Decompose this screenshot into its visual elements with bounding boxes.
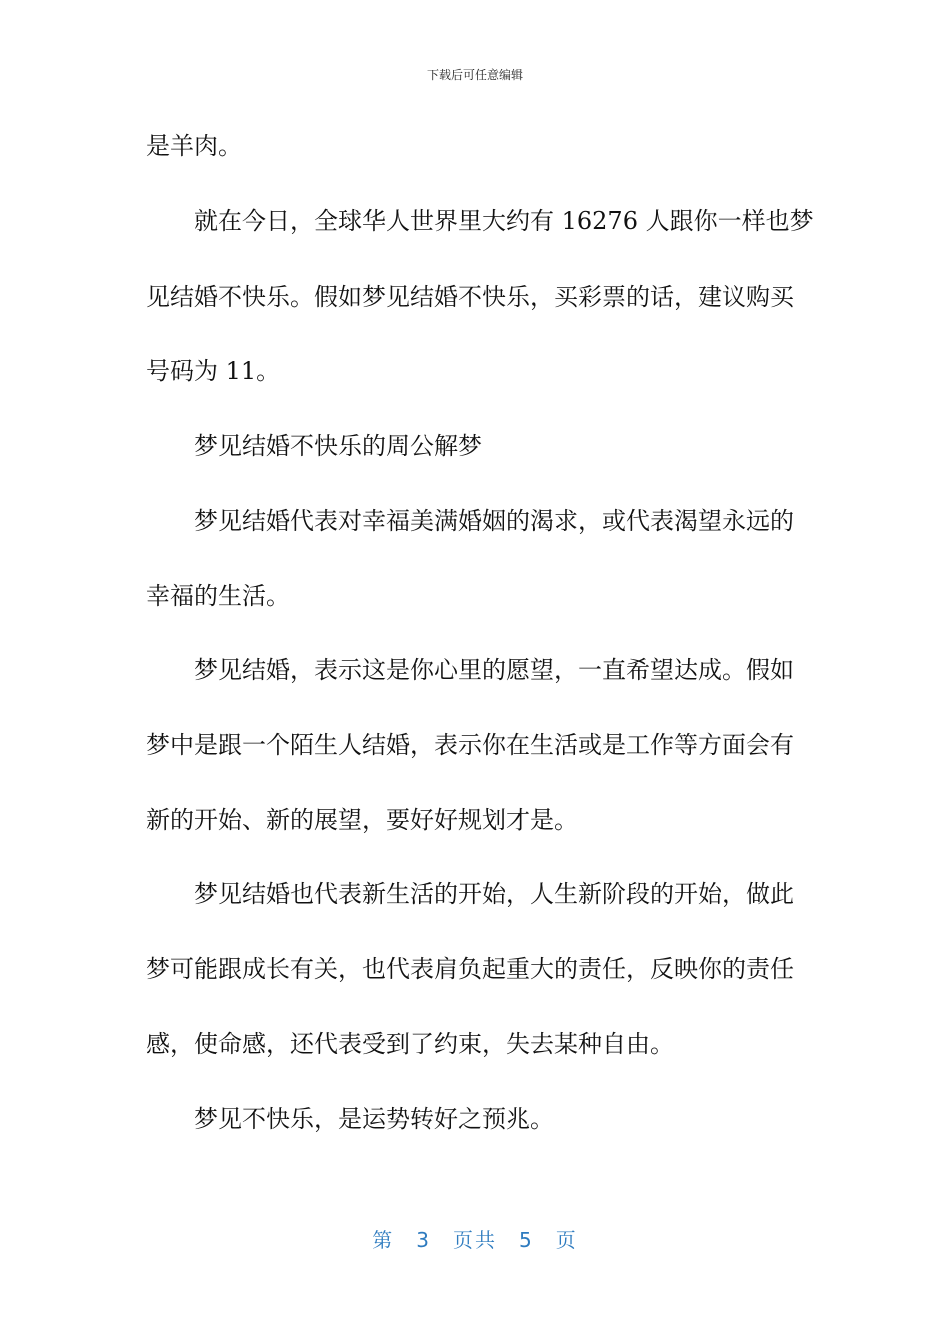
body-line: 就在今日，全球华人世界里大约有 16276 人跟你一样也梦 — [194, 207, 814, 235]
body-line: 梦见结婚也代表新生活的开始，人生新阶段的开始，做此 — [194, 880, 794, 908]
body-line: 梦中是跟一个陌生人结婚，表示你在生活或是工作等方面会有 — [146, 731, 794, 759]
body-line: 见结婚不快乐。假如梦见结婚不快乐，买彩票的话，建议购买 — [146, 283, 794, 311]
body-line: 感，使命感，还代表受到了约束，失去某种自由。 — [146, 1030, 674, 1058]
body-line: 梦见不快乐，是运势转好之预兆。 — [194, 1105, 554, 1133]
total-pages-number: 5 — [519, 1228, 534, 1252]
page-header-note: 下载后可任意编辑 — [426, 68, 523, 82]
footer-prefix: 第 — [372, 1228, 395, 1252]
body-line: 新的开始、新的展望，要好好规划才是。 — [146, 806, 578, 834]
body-line: 梦见结婚代表对幸福美满婚姻的渴求，或代表渴望永远的 — [194, 507, 794, 535]
body-line: 梦见结婚，表示这是你心里的愿望，一直希望达成。假如 — [194, 656, 794, 684]
page-footer — [0, 1224, 950, 1253]
body-line: 是羊肉。 — [146, 132, 242, 160]
body-line: 号码为 11。 — [146, 357, 281, 385]
section-heading: 梦见结婚不快乐的周公解梦 — [194, 432, 482, 460]
current-page-number: 3 — [416, 1228, 431, 1252]
body-line: 梦可能跟成长有关，也代表肩负起重大的责任，反映你的责任 — [146, 955, 794, 983]
footer-suffix: 页 — [555, 1228, 578, 1252]
body-line: 幸福的生活。 — [146, 582, 290, 610]
footer-middle: 页共 — [453, 1228, 497, 1252]
